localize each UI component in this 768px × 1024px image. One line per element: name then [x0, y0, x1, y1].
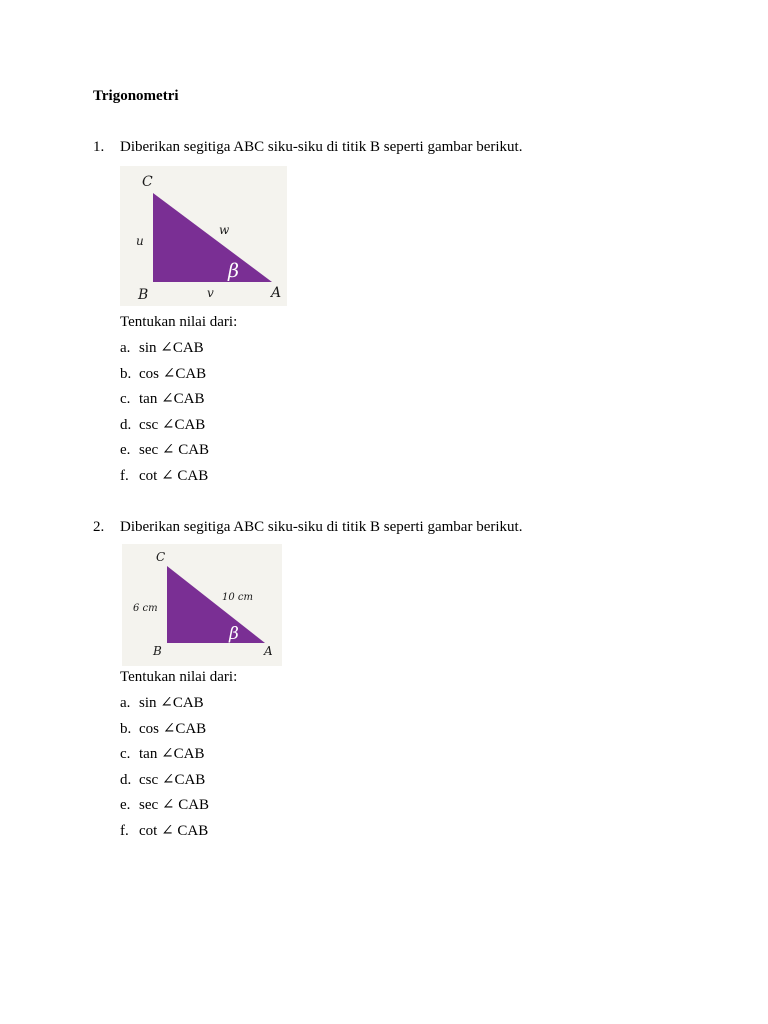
question-text: Diberikan segitiga ABC siku-siku di titik B seperti gambar berikut.	[120, 519, 523, 535]
question-number: 1.	[93, 139, 105, 155]
option-item	[120, 821, 209, 847]
option-letter: c.	[120, 746, 131, 763]
vertex-a-label: A	[264, 644, 273, 658]
option-item	[120, 364, 209, 390]
vertex-c-label: C	[142, 174, 153, 190]
option-item	[120, 338, 209, 364]
option-text: sin ∠CAB	[139, 340, 204, 356]
option-item	[120, 389, 209, 415]
instruction-text: Tentukan nilai dari:	[120, 314, 238, 330]
option-letter: c.	[120, 391, 131, 408]
question-text: Diberikan segitiga ABC siku-siku di titik B seperti gambar berikut.	[120, 139, 523, 155]
option-letter: a.	[120, 340, 131, 356]
side-v-label: v	[207, 286, 214, 300]
option-text: sec ∠ CAB	[139, 797, 210, 814]
option-item	[120, 440, 209, 466]
option-text: cos ∠CAB	[139, 720, 207, 737]
option-item	[120, 770, 209, 796]
option-letter: d.	[120, 771, 132, 788]
option-text: csc ∠CAB	[139, 771, 206, 788]
option-list-2	[120, 693, 209, 847]
option-letter: a.	[120, 695, 131, 711]
option-list-1	[120, 338, 209, 492]
option-letter: f.	[120, 467, 129, 484]
vertex-b-label: B	[153, 644, 162, 658]
triangle-figure-1	[120, 166, 287, 306]
option-item	[120, 744, 209, 770]
question-number: 2.	[93, 519, 105, 535]
option-item	[120, 795, 209, 821]
option-letter: e.	[120, 797, 131, 814]
option-letter: f.	[120, 822, 129, 839]
side-w-label: w	[219, 223, 230, 237]
question-2	[93, 517, 733, 537]
side-ca-length-label: 10 cm	[222, 592, 253, 603]
triangle-figure-2	[122, 544, 282, 666]
vertex-c-label: C	[156, 550, 166, 564]
option-text: tan ∠CAB	[139, 391, 205, 408]
vertex-b-label: B	[138, 287, 149, 303]
option-text: tan ∠CAB	[139, 746, 205, 763]
option-item	[120, 719, 209, 745]
option-text: cot ∠ CAB	[139, 467, 209, 484]
angle-beta-label: β	[228, 260, 239, 282]
option-item	[120, 693, 209, 719]
side-u-label: u	[136, 234, 144, 248]
option-letter: e.	[120, 442, 131, 459]
vertex-a-label: A	[271, 285, 282, 301]
option-item	[120, 466, 209, 492]
question-1	[93, 137, 733, 157]
instruction-text: Tentukan nilai dari:	[120, 669, 238, 685]
angle-beta-label: β	[229, 624, 239, 644]
option-text: cot ∠ CAB	[139, 822, 209, 839]
option-item	[120, 415, 209, 441]
option-text: sec ∠ CAB	[139, 442, 210, 459]
side-cb-length-label: 6 cm	[133, 603, 158, 614]
page-title: Trigonometri	[93, 88, 179, 104]
option-text: csc ∠CAB	[139, 416, 206, 433]
option-letter: d.	[120, 416, 132, 433]
option-text: cos ∠CAB	[139, 365, 207, 382]
option-letter: b.	[120, 365, 132, 382]
option-text: sin ∠CAB	[139, 695, 204, 711]
right-triangle	[153, 193, 272, 282]
right-triangle	[167, 566, 265, 643]
option-letter: b.	[120, 720, 132, 737]
